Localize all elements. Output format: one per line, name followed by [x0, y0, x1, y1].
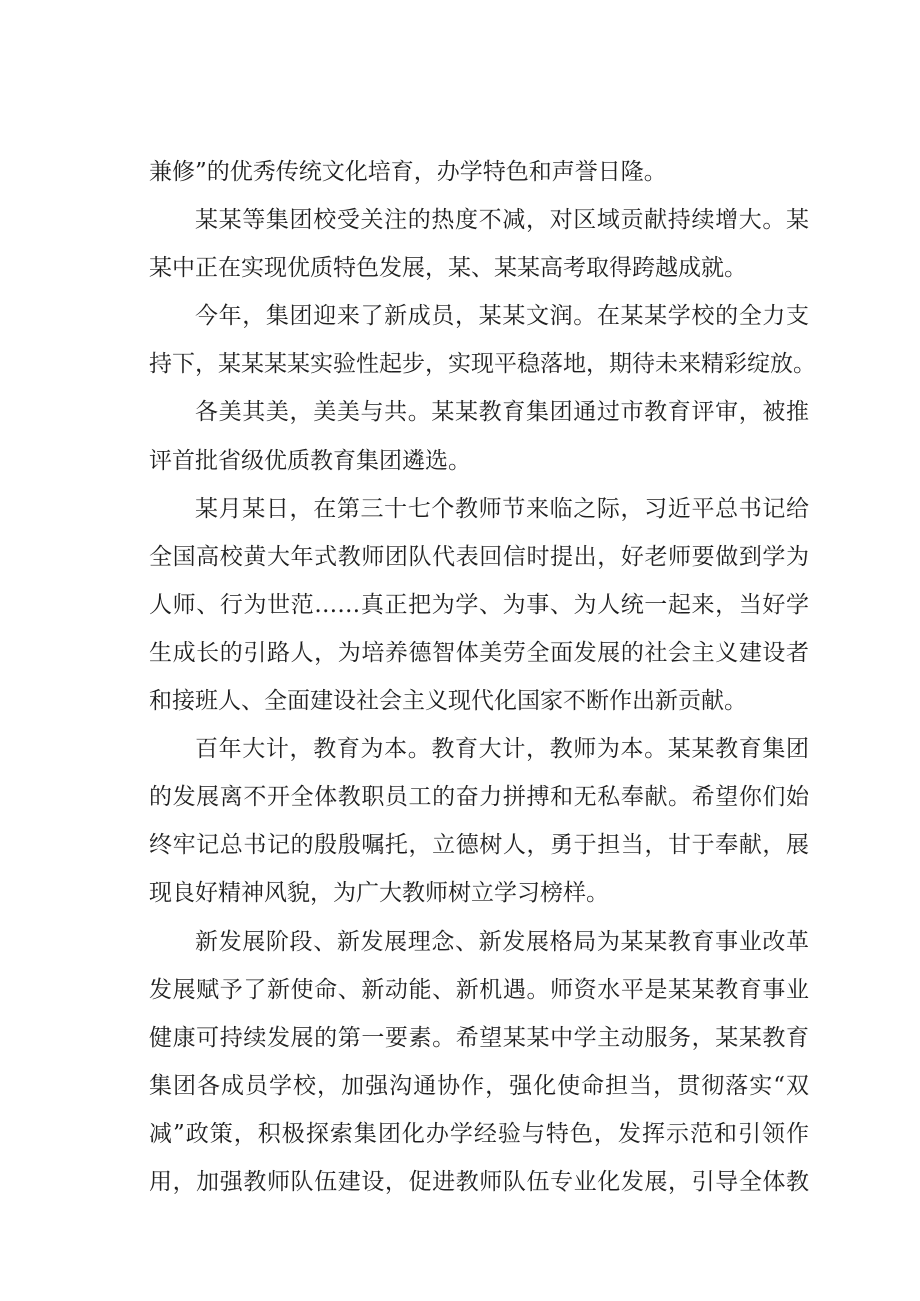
- paragraph-line: 某中正在实现优质特色发展，某、某某高考取得跨越成就。: [149, 255, 747, 282]
- paragraph-line: 健康可持续发展的第一要素。希望某某中学主动服务，某某教育: [149, 1024, 809, 1051]
- paragraph-first-line: 某某等集团校受关注的热度不减，对区域贡献持续增大。某: [195, 207, 809, 234]
- paragraph-first-line: 今年，集团迎来了新成员，某某文润。在某某学校的全力支: [195, 303, 809, 330]
- paragraph-line: 全国高校黄大年式教师团队代表回信时提出，好老师要做到学为: [149, 543, 809, 570]
- paragraph-line: 兼修”的优秀传统文化培育，办学特色和声誉日隆。: [149, 159, 667, 185]
- paragraph-line: 终牢记总书记的殷殷嘱托，立德树人，勇于担当，甘于奉献，展: [149, 832, 809, 859]
- body-text: [149, 148, 816, 1206]
- paragraph-first-line: 新发展阶段、新发展理念、新发展格局为某某教育事业改革: [195, 928, 809, 955]
- paragraph-line: 集团各成员学校，加强沟通协作，强化使命担当，贯彻落实“双: [149, 1072, 809, 1099]
- paragraph-line: 持下，某某某某实验性起步，实现平稳落地，期待未来精彩绽放。: [149, 351, 816, 378]
- paragraph-line: 人师、行为世范……真正把为学、为事、为人统一起来，当好学: [149, 591, 809, 618]
- paragraph-line: 评首批省级优质教育集团遴选。: [149, 447, 471, 474]
- paragraph-line: 现良好精神风貌，为广大教师树立学习榜样。: [149, 880, 609, 907]
- paragraph-line: 的发展离不开全体教职员工的奋力拼搏和无私奉献。希望你们始: [149, 784, 809, 811]
- paragraph-first-line: 百年大计，教育为本。教育大计，教师为本。某某教育集团: [195, 736, 809, 763]
- paragraph-line: 减”政策，积极探索集团化办学经验与特色，发挥示范和引领作: [149, 1120, 809, 1147]
- paragraph-first-line: 某月某日，在第三十七个教师节来临之际，习近平总书记给: [195, 495, 809, 522]
- paragraph-line: 发展赋予了新使命、新动能、新机遇。师资水平是某某教育事业: [149, 976, 809, 1003]
- paragraph-line: 用，加强教师队伍建设，促进教师队伍专业化发展，引导全体教: [149, 1168, 809, 1195]
- paragraph-first-line: 各美其美，美美与共。某某教育集团通过市教育评审，被推: [195, 399, 809, 426]
- paragraph-line: 和接班人、全面建设社会主义现代化国家不断作出新贡献。: [149, 688, 747, 715]
- paragraph-line: 生成长的引路人，为培养德智体美劳全面发展的社会主义建设者: [149, 639, 809, 666]
